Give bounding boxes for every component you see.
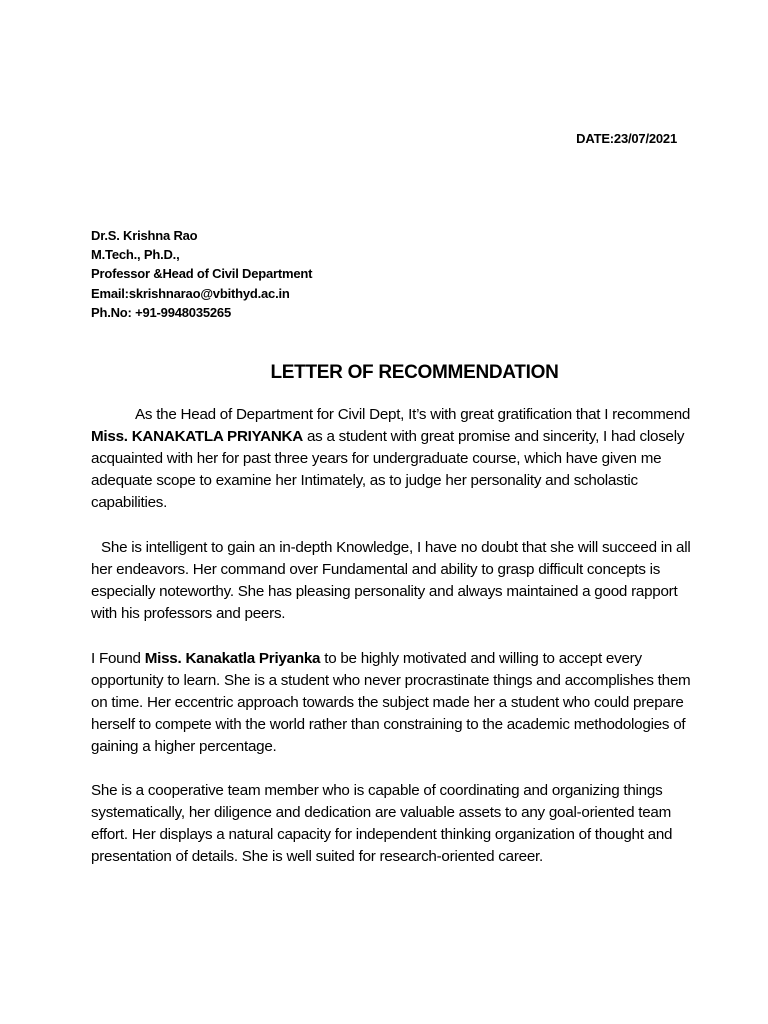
paragraph-4-text: She is a cooperative team member who is capable of coordinating and organizing things systematically, her diligence and dedication are valuable assets to any goal-oriented team effort. Her displays a natural capacity for independent thinking organization of thought and presentation of details. She is well suited for research-oriented career. (91, 782, 673, 866)
paragraph-1-text-b: as a student with great promise and sincerity, I had closely acquainted with her for past three years for undergraduate course, which have given me adequate scope to examine her Intimately, as to judge her personality and scholastic capabilities. (91, 428, 685, 512)
paragraph-3-text-a: I Found (91, 650, 145, 667)
sender-email: Email:skrishnarao@vbithyd.ac.in (91, 285, 290, 301)
letter-title: LETTER OF RECOMMENDATION (270, 362, 559, 383)
letter-title-container (0, 362, 768, 384)
paragraph-2-text: She is intelligent to gain an in-depth Knowledge, I have no doubt that she will succeed in all her endeavors. Her command over Fundamental and ability to grasp difficult concepts is especially noteworthy. She has pleasing personality and always maintained a good rapport with his professors and peers. (91, 539, 691, 623)
letter-date: DATE:23/07/2021 (576, 131, 677, 146)
student-name-bold-2: Miss. Kanakatla Priyanka (144, 650, 321, 667)
paragraph-intelligence (91, 537, 691, 625)
paragraph-motivation (91, 648, 691, 758)
sender-name: Dr.S. Krishna Rao (91, 228, 198, 243)
sender-qualification: M.Tech., Ph.D., (91, 247, 180, 263)
paragraph-3-text-b: to be highly motivated and willing to accept every opportunity to learn. She is a student who never procrastinate things and accomplishes them on time. Her eccentric approach towards the subject made her a student who could prepare herself to compete with the world rather than constraining to the academic methodologies of gaining a higher percentage. (91, 650, 691, 756)
paragraph-1-text-a: As the Head of Department for Civil Dept, It’s with great gratification that I recommend (135, 406, 691, 423)
sender-block (91, 226, 312, 322)
sender-position: Professor &Head of Civil Department (91, 266, 313, 282)
student-name-bold: Miss. KANAKATLA PRIYANKA (91, 428, 303, 446)
paragraph-teamwork (91, 780, 691, 868)
sender-phone: Ph.No: +91-9948035265 (91, 304, 231, 320)
paragraph-introduction (91, 404, 691, 514)
